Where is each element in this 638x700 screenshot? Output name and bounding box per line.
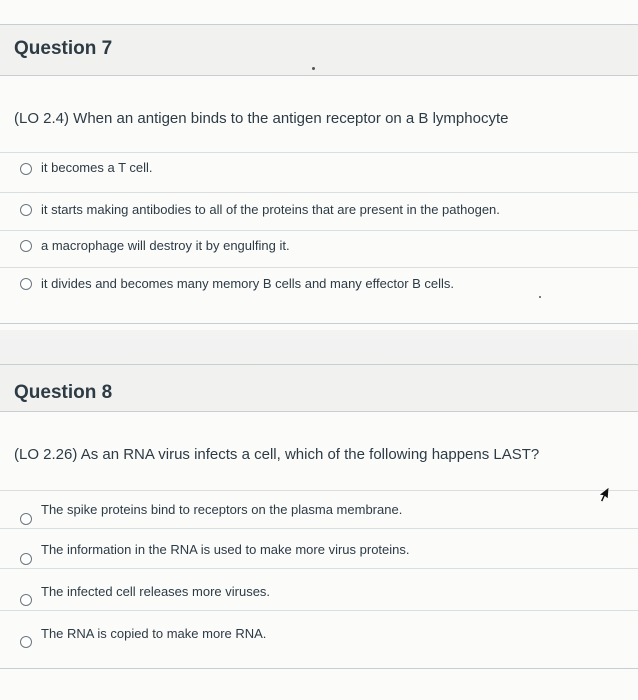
question-8-option-3[interactable]	[0, 568, 638, 606]
radio-button-icon[interactable]	[20, 513, 32, 525]
option-label: it starts making antibodies to all of the proteins that are present in the pathogen.	[41, 202, 500, 217]
option-label: The spike proteins bind to receptors on the plasma membrane.	[41, 502, 403, 517]
question-7-card	[0, 0, 638, 330]
option-label: The infected cell releases more viruses.	[41, 584, 271, 599]
question-8-option-4[interactable]	[0, 610, 638, 648]
radio-button-icon[interactable]	[20, 163, 32, 175]
question-8-option-1[interactable]	[0, 490, 638, 528]
option-divider	[0, 490, 638, 491]
question-7-option-2[interactable]	[0, 192, 638, 230]
question-7-title: Question 7	[14, 38, 113, 59]
question-7-header	[0, 24, 638, 76]
question-8-title: Question 8	[14, 382, 113, 403]
radio-button-icon[interactable]	[20, 553, 32, 565]
radio-button-icon[interactable]	[20, 594, 32, 606]
radio-button-icon[interactable]	[20, 636, 32, 648]
screen-speck	[539, 296, 541, 298]
option-divider	[0, 192, 638, 193]
radio-button-icon[interactable]	[20, 204, 32, 216]
option-divider	[0, 230, 638, 231]
option-divider	[0, 267, 638, 268]
option-divider	[0, 152, 638, 153]
option-label: it becomes a T cell.	[41, 160, 153, 175]
question-8-stem: (LO 2.26) As an RNA virus infects a cell, which of the following happens LAST?	[14, 446, 540, 463]
card-divider	[0, 323, 638, 324]
question-7-option-4[interactable]	[0, 267, 638, 305]
radio-button-icon[interactable]	[20, 278, 32, 290]
option-label: it divides and becomes many memory B cells and many effector B cells.	[41, 276, 455, 291]
question-7-stem: (LO 2.4) When an antigen binds to the antigen receptor on a B lymphocyte	[14, 110, 509, 127]
option-label: The information in the RNA is used to make more virus proteins.	[41, 542, 410, 557]
screen-speck	[312, 67, 315, 70]
option-divider	[0, 528, 638, 529]
card-divider	[0, 668, 638, 669]
option-divider	[0, 568, 638, 569]
radio-button-icon[interactable]	[20, 240, 32, 252]
option-label: The RNA is copied to make more RNA.	[41, 626, 267, 641]
question-8-card	[0, 364, 638, 700]
question-7-option-3[interactable]	[0, 230, 638, 268]
option-label: a macrophage will destroy it by engulfing it.	[41, 238, 290, 253]
question-7-option-1[interactable]	[0, 152, 638, 190]
mouse-pointer-icon	[596, 486, 612, 504]
option-divider	[0, 610, 638, 611]
question-8-option-2[interactable]	[0, 528, 638, 566]
question-8-header	[0, 364, 638, 412]
